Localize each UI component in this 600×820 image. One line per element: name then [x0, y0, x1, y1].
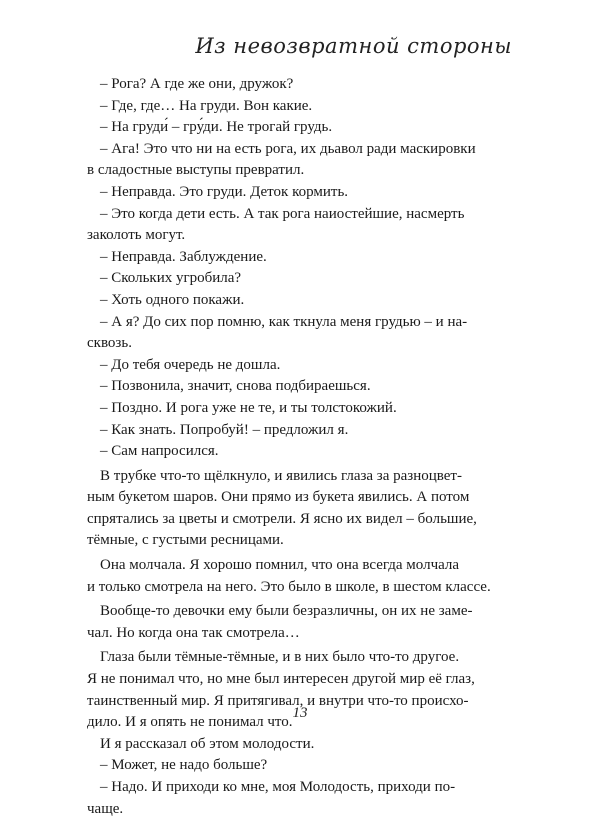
text-line: – На груди́ – гру́ди. Не трогай грудь.: [100, 119, 333, 136]
text-line: Она молчала. Я хорошо помнил, что она всегда молчала: [100, 557, 460, 574]
text-line: сквозь.: [87, 335, 132, 352]
text-line: – Хоть одного покажи.: [100, 291, 245, 308]
text-line: чаще.: [87, 800, 124, 817]
text-line: – Это когда дети есть. А так рога наиостейшие, насмерть: [100, 205, 465, 222]
text-line: тёмные, с густыми ресницами.: [87, 532, 284, 549]
text-line: – Скольких угробила?: [100, 270, 242, 287]
text-line: таинственный мир. Я притягивал, и внутри что-то происхо-: [87, 692, 469, 709]
text-line: – А я? До сих пор помню, как ткнула меня грудью – и на-: [100, 313, 468, 330]
text-line: ным букетом шаров. Они прямо из букета явились. А потом: [87, 489, 470, 506]
text-line: – Позвонила, значит, снова подбираешься.: [100, 378, 371, 395]
text-line: – Неправда. Это груди. Деток кормить.: [100, 183, 349, 200]
text-line: И я рассказал об этом молодости.: [100, 735, 315, 752]
text-line: – Надо. И приходи ко мне, моя Молодость, приходи по-: [100, 779, 456, 795]
running-head: Из невозвратной стороны: [195, 34, 512, 58]
text-line: – Сам напросился.: [100, 443, 219, 460]
text-line: Вообще-то девочки ему были безразличны, он их не заме-: [100, 603, 473, 620]
text-line: – Может, не надо больше?: [100, 757, 268, 774]
text-line: заколоть могут.: [87, 227, 186, 244]
text-line: дило. И я опять не понимал что.: [87, 714, 293, 731]
text-line: чал. Но когда она так смотрела…: [87, 624, 300, 641]
text-line: – Где, где… На груди. Вон какие.: [100, 97, 313, 114]
text-line: – До тебя очередь не дошла.: [100, 356, 281, 373]
text-line: – Ага! Это что ни на есть рога, их дьавол ради маскировки: [100, 140, 476, 157]
text-line: – Поздно. И рога уже не те, и ты толстокожий.: [100, 399, 397, 416]
text-line: Я не понимал что, но мне был интересен другой мир её глаз,: [87, 671, 475, 688]
page-number: 13: [292, 705, 308, 721]
text-line: В трубке что-то щёлкнуло, и явились глаза за разноцвет-: [100, 467, 462, 484]
text-line: в сладостные выступы превратил.: [87, 162, 305, 179]
text-line: – Рога? А где же они, дружок?: [100, 76, 294, 92]
text-line: – Неправда. Заблуждение.: [100, 248, 267, 265]
text-line: – Как знать. Попробуй! – предложил я.: [100, 421, 349, 438]
text-line: и только смотрела на него. Это было в школе, в шестом классе.: [87, 578, 491, 595]
text-line: Глаза были тёмные-тёмные, и в них было что-то другое.: [100, 649, 460, 666]
text-line: спрятались за цветы и смотрели. Я ясно их видел – большие,: [87, 510, 477, 527]
